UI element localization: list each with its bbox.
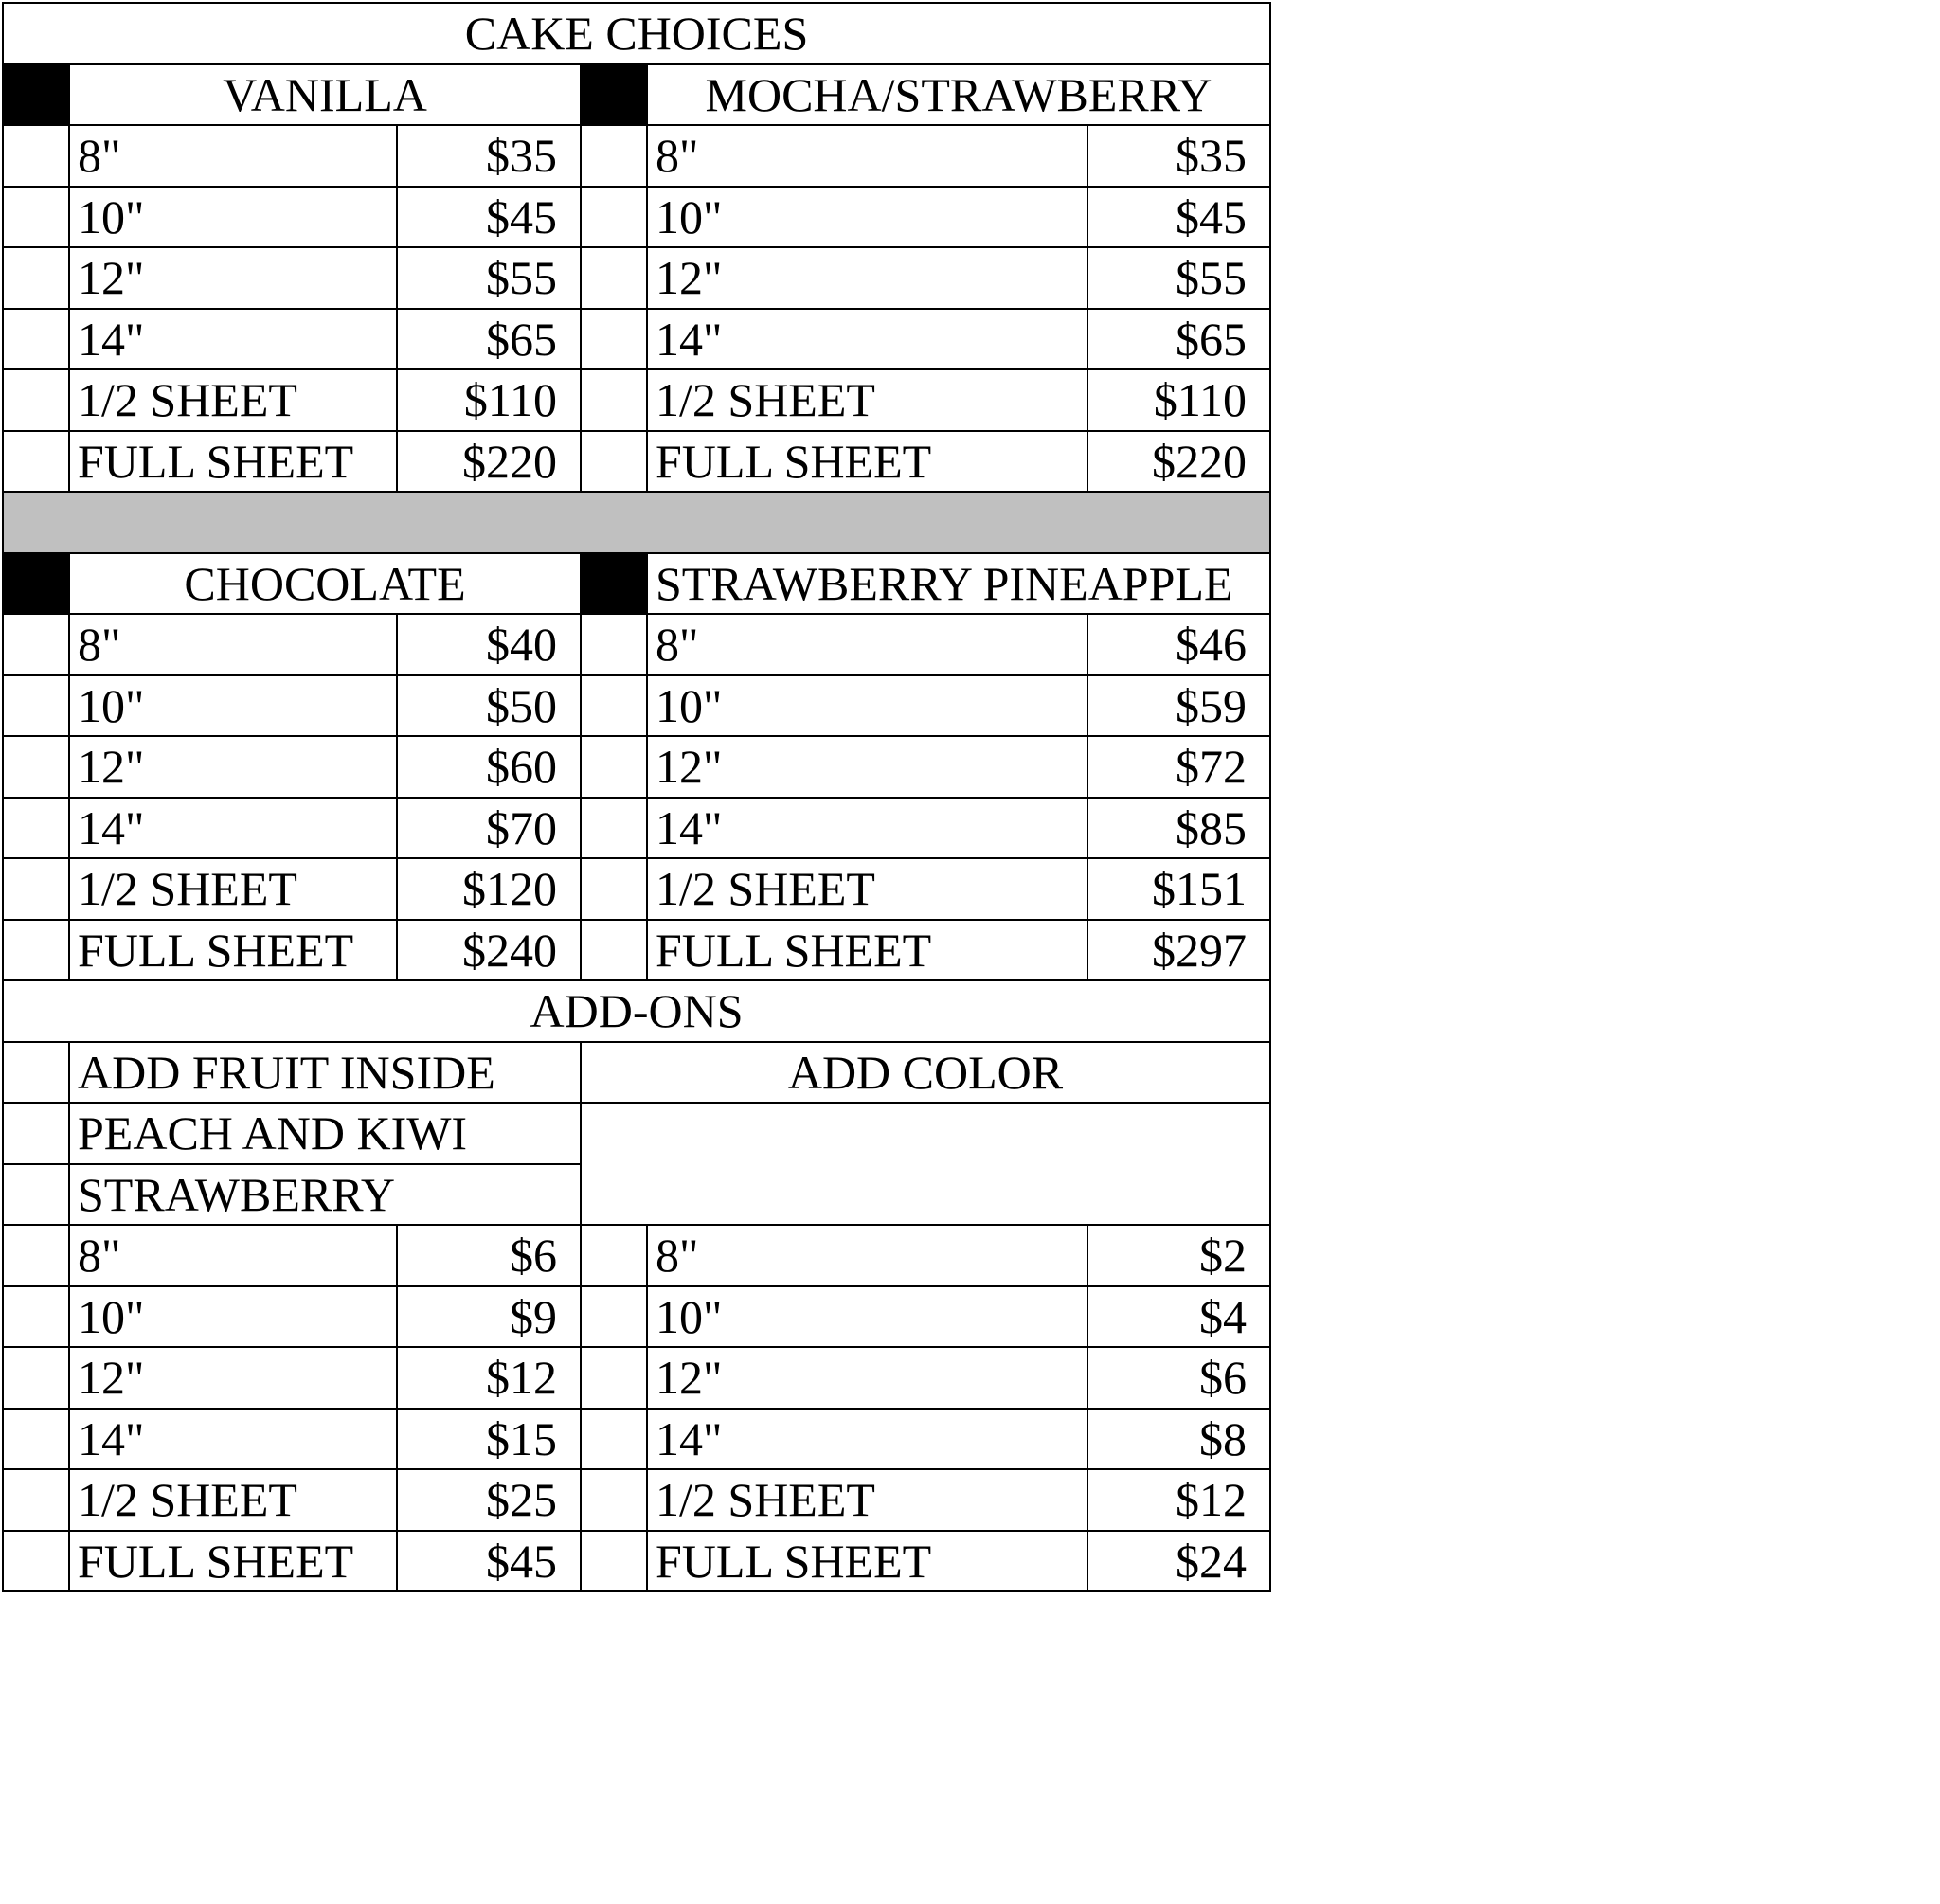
empty-cell xyxy=(581,1286,647,1348)
size-cell: 12" xyxy=(647,736,1087,798)
price-cell: $55 xyxy=(397,247,581,309)
size-cell: 8" xyxy=(69,614,397,675)
empty-cell xyxy=(581,247,647,309)
addons-title-row xyxy=(3,980,1270,1042)
flavor-header-strawberry-pineapple: STRAWBERRY PINEAPPLE xyxy=(647,553,1270,615)
price-cell: $50 xyxy=(397,675,581,737)
table-title: CAKE CHOICES xyxy=(3,3,1270,64)
flavor-header-vanilla: VANILLA xyxy=(69,64,581,126)
empty-cell xyxy=(581,125,647,187)
size-cell: 1/2 SHEET xyxy=(69,1469,397,1531)
size-cell: FULL SHEET xyxy=(647,1531,1087,1592)
addons-title: ADD-ONS xyxy=(3,980,1270,1042)
price-cell: $4 xyxy=(1087,1286,1270,1348)
separator-row xyxy=(3,492,1270,553)
empty-cell xyxy=(3,187,69,248)
empty-cell xyxy=(581,1347,647,1409)
size-cell: 8" xyxy=(647,125,1087,187)
empty-cell xyxy=(581,798,647,859)
price-cell: $110 xyxy=(397,369,581,431)
size-cell: 14" xyxy=(69,309,397,370)
empty-cell xyxy=(3,1347,69,1409)
price-cell: $297 xyxy=(1087,920,1270,981)
empty-cell xyxy=(581,187,647,248)
size-cell: 10" xyxy=(69,187,397,248)
price-cell: $220 xyxy=(1087,431,1270,493)
size-cell: 14" xyxy=(69,1409,397,1470)
empty-cell xyxy=(3,369,69,431)
price-cell: $2 xyxy=(1087,1225,1270,1286)
table-row xyxy=(3,309,1270,370)
gray-separator xyxy=(3,492,1270,553)
empty-cell xyxy=(3,1531,69,1592)
price-cell: $6 xyxy=(1087,1347,1270,1409)
price-cell: $55 xyxy=(1087,247,1270,309)
title-row xyxy=(3,3,1270,64)
price-cell: $65 xyxy=(1087,309,1270,370)
table-row xyxy=(3,1286,1270,1348)
empty-cell xyxy=(581,858,647,920)
empty-cell xyxy=(3,247,69,309)
addons-header-row xyxy=(3,1042,1270,1104)
size-cell: 10" xyxy=(69,675,397,737)
size-cell: FULL SHEET xyxy=(69,431,397,493)
empty-cell xyxy=(581,1531,647,1592)
section-marker xyxy=(3,553,69,615)
empty-cell xyxy=(3,431,69,493)
empty-cell xyxy=(3,858,69,920)
table-row xyxy=(3,858,1270,920)
fruit-option: STRAWBERRY xyxy=(69,1164,581,1226)
empty-cell xyxy=(581,369,647,431)
table-row xyxy=(3,614,1270,675)
size-cell: 14" xyxy=(647,798,1087,859)
empty-cell xyxy=(581,920,647,981)
price-cell: $6 xyxy=(397,1225,581,1286)
table-row xyxy=(3,125,1270,187)
empty-cell xyxy=(3,798,69,859)
empty-cell xyxy=(3,614,69,675)
empty-cell xyxy=(581,736,647,798)
section-marker xyxy=(581,64,647,126)
table-row xyxy=(3,187,1270,248)
price-cell: $151 xyxy=(1087,858,1270,920)
size-cell: 10" xyxy=(69,1286,397,1348)
size-cell: FULL SHEET xyxy=(647,920,1087,981)
price-cell: $110 xyxy=(1087,369,1270,431)
size-cell: 8" xyxy=(69,125,397,187)
size-cell: 10" xyxy=(647,1286,1087,1348)
price-cell: $240 xyxy=(397,920,581,981)
flavor-header-mocha-strawberry: MOCHA/STRAWBERRY xyxy=(647,64,1270,126)
price-cell: $9 xyxy=(397,1286,581,1348)
group2-header-row xyxy=(3,553,1270,615)
price-cell: $45 xyxy=(1087,187,1270,248)
empty-cell xyxy=(581,431,647,493)
section-marker xyxy=(581,553,647,615)
size-cell: 1/2 SHEET xyxy=(647,369,1087,431)
section-marker xyxy=(3,64,69,126)
table-row xyxy=(3,675,1270,737)
price-cell: $70 xyxy=(397,798,581,859)
size-cell: 12" xyxy=(69,247,397,309)
table-row xyxy=(3,369,1270,431)
price-cell: $24 xyxy=(1087,1531,1270,1592)
table-row xyxy=(3,920,1270,981)
empty-cell xyxy=(581,309,647,370)
fruit-option: PEACH AND KIWI xyxy=(69,1103,581,1164)
size-cell: 8" xyxy=(647,614,1087,675)
price-cell: $46 xyxy=(1087,614,1270,675)
group1-header-row xyxy=(3,64,1270,126)
empty-cell xyxy=(581,1103,1270,1225)
price-cell: $35 xyxy=(1087,125,1270,187)
size-cell: 14" xyxy=(647,309,1087,370)
table-row xyxy=(3,1531,1270,1592)
price-cell: $60 xyxy=(397,736,581,798)
price-cell: $220 xyxy=(397,431,581,493)
table-row xyxy=(3,798,1270,859)
empty-cell xyxy=(3,309,69,370)
empty-cell xyxy=(3,125,69,187)
fruit-option-row xyxy=(3,1103,1270,1164)
price-cell: $12 xyxy=(397,1347,581,1409)
empty-cell xyxy=(3,1042,69,1104)
price-cell: $15 xyxy=(397,1409,581,1470)
price-cell: $72 xyxy=(1087,736,1270,798)
size-cell: 8" xyxy=(647,1225,1087,1286)
table-row xyxy=(3,1409,1270,1470)
price-cell: $12 xyxy=(1087,1469,1270,1531)
size-cell: 14" xyxy=(69,798,397,859)
empty-cell xyxy=(3,1286,69,1348)
price-cell: $120 xyxy=(397,858,581,920)
table-row xyxy=(3,1469,1270,1531)
addon-header-fruit: ADD FRUIT INSIDE xyxy=(69,1042,581,1104)
size-cell: 14" xyxy=(647,1409,1087,1470)
empty-cell xyxy=(3,1409,69,1470)
empty-cell xyxy=(581,1225,647,1286)
size-cell: 12" xyxy=(647,247,1087,309)
empty-cell xyxy=(581,1409,647,1470)
table-row xyxy=(3,1347,1270,1409)
price-cell: $59 xyxy=(1087,675,1270,737)
size-cell: FULL SHEET xyxy=(69,1531,397,1592)
price-cell: $25 xyxy=(397,1469,581,1531)
size-cell: 1/2 SHEET xyxy=(69,858,397,920)
empty-cell xyxy=(3,920,69,981)
size-cell: 1/2 SHEET xyxy=(647,1469,1087,1531)
size-cell: 1/2 SHEET xyxy=(69,369,397,431)
empty-cell xyxy=(3,1469,69,1531)
size-cell: 1/2 SHEET xyxy=(647,858,1087,920)
table-row xyxy=(3,247,1270,309)
table-row xyxy=(3,431,1270,493)
empty-cell xyxy=(3,1164,69,1226)
price-cell: $45 xyxy=(397,1531,581,1592)
table-row xyxy=(3,736,1270,798)
size-cell: 10" xyxy=(647,675,1087,737)
empty-cell xyxy=(3,736,69,798)
size-cell: 12" xyxy=(69,736,397,798)
price-cell: $35 xyxy=(397,125,581,187)
empty-cell xyxy=(581,1469,647,1531)
price-cell: $8 xyxy=(1087,1409,1270,1470)
size-cell: FULL SHEET xyxy=(647,431,1087,493)
flavor-header-chocolate: CHOCOLATE xyxy=(69,553,581,615)
empty-cell xyxy=(581,675,647,737)
price-cell: $85 xyxy=(1087,798,1270,859)
empty-cell xyxy=(3,1225,69,1286)
addon-header-color: ADD COLOR xyxy=(581,1042,1270,1104)
price-cell: $40 xyxy=(397,614,581,675)
empty-cell xyxy=(3,675,69,737)
price-cell: $45 xyxy=(397,187,581,248)
size-cell: 8" xyxy=(69,1225,397,1286)
cake-price-table xyxy=(2,2,1271,1592)
size-cell: 12" xyxy=(69,1347,397,1409)
table-row xyxy=(3,1225,1270,1286)
size-cell: FULL SHEET xyxy=(69,920,397,981)
empty-cell xyxy=(3,1103,69,1164)
empty-cell xyxy=(581,614,647,675)
price-cell: $65 xyxy=(397,309,581,370)
size-cell: 12" xyxy=(647,1347,1087,1409)
size-cell: 10" xyxy=(647,187,1087,248)
